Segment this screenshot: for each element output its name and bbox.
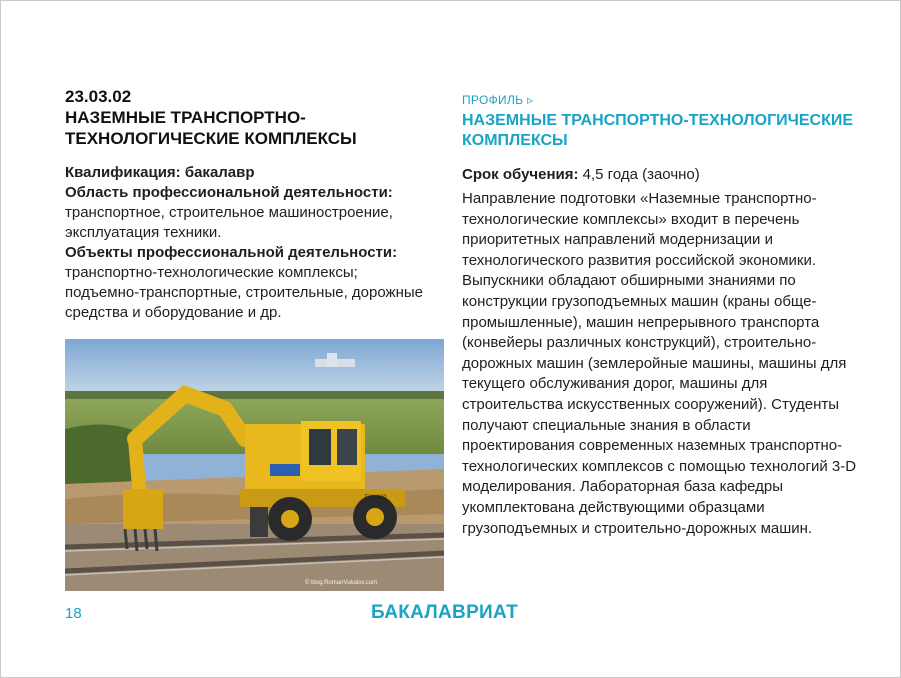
duration-value: 4,5 года (заочно) bbox=[582, 166, 700, 183]
program-details bbox=[65, 163, 435, 323]
objects-text: транспортно-технологические комплексы; подъемно-транспортные, строительные, дорожные средства и оборудование и др. bbox=[65, 264, 423, 321]
photo-watermark: © blog.RomanVukalov.com bbox=[305, 580, 378, 586]
profile-title: НАЗЕМНЫЕ ТРАНСПОРТНО-ТЕХНОЛОГИЧЕСКИЕ КОМПЛЕКСЫ bbox=[462, 112, 854, 149]
area-label: Область профессиональной деятельности: bbox=[65, 184, 393, 201]
duration-label: Срок обучения: bbox=[462, 166, 579, 183]
profile-info bbox=[462, 93, 862, 539]
objects-label: Объекты профессиональной деятельности: bbox=[65, 244, 398, 261]
profile-label: ПРОФИЛЬ bbox=[462, 93, 524, 107]
program-info bbox=[65, 87, 435, 323]
excavator-photo bbox=[65, 339, 444, 591]
study-duration bbox=[462, 165, 862, 185]
section-title: БАКАЛАВРИАТ bbox=[371, 602, 518, 623]
program-description: Направление подготовки «Наземные транспортно-технологические комплексы» входит в перечень приоритетных направлений модернизации и технологического развития российской экономики. Выпускники обладают обширными знаниями по конструкции грузоподъемных машин (краны обще-промышленные), машин непрерывного транспорта (конвейеры различных конструкций), строительно-дорожных машин (землеройные машины, машины для текущего обслуживания дорог, машины для строительства искусственных сооружений). Студенты получают специальные знания в области проектирования современных наземных транспортно-технологических комплексов с помощью технологий 3-D моделирования. Лабораторная база кафедры укомплектована действующими образцами грузоподъемных и строительно-дорожных машин. bbox=[462, 190, 857, 537]
machine-label: EW-160 bbox=[365, 495, 387, 501]
area-text: транспортное, строительное машиностроение, эксплуатация техники. bbox=[65, 204, 393, 241]
excavator-illustration bbox=[65, 339, 444, 591]
triangle-icon: ▹ bbox=[526, 93, 534, 107]
page-number: 18 bbox=[65, 605, 82, 622]
program-code: 23.03.02 bbox=[65, 87, 132, 106]
program-title: НАЗЕМНЫЕ ТРАНСПОРТНО-ТЕХНОЛОГИЧЕСКИЕ КОМПЛЕКСЫ bbox=[65, 108, 357, 148]
qualification: Квалификация: бакалавр bbox=[65, 164, 255, 181]
profile-header bbox=[462, 93, 862, 107]
